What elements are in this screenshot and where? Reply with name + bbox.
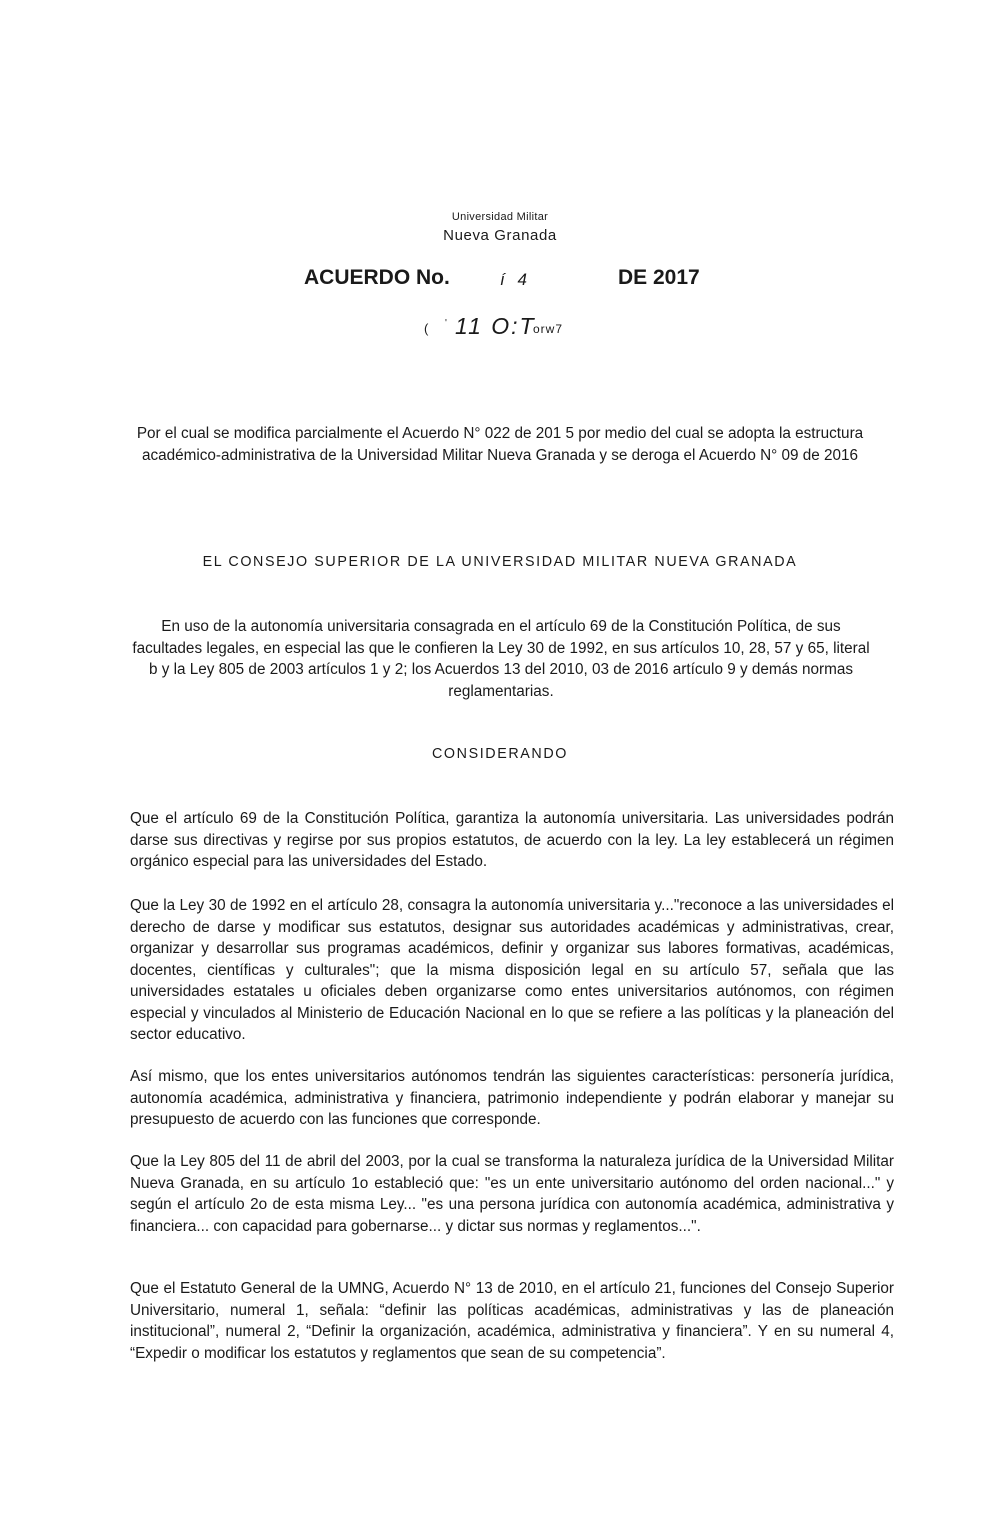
considerando-paragraph-4: Que la Ley 805 del 11 de abril del 2003, por la cual se transforma la naturaleza jurídica de la Universidad Militar Nueva Granada, en su artículo 1o estableció que: "es un ente universitario autónomo del orden nacional..." y según el artículo 2o de esta misma Ley... "es una persona jurídica con autonomía académica, administrativa y financiera... con capacidad para gobernarse... y dictar sus normas y reglamentos...". (130, 1153, 894, 1235)
date-stamp: 11 O:T (455, 313, 536, 339)
acuerdo-number: í 4 (500, 270, 531, 289)
authority-paragraph: En uso de la autonomía universitaria consagrada en el artículo 69 de la Constitución Política, de sus facultades legales, en especial las que le confieren la Ley 30 de 1992, en sus artículos 10, 28, 57 y 65, literal b y la Ley 805 de 2003 artículos 1 y 2; los Acuerdos 13 del 2010, 03 de 2016 artículo 9 y demás normas reglamentarias. (132, 618, 870, 700)
considerando-paragraph-3: Así mismo, que los entes universitarios autónomos tendrán las siguientes características: personería jurídica, autonomía académica, administrativa y financiera, patrimonio independiente y podrán elaborar y manejar su presupuesto de acuerdo con las funciones que corresponde. (130, 1068, 894, 1128)
acuerdo-subject: Por el cual se modifica parcialmente el Acuerdo N° 022 de 201 5 por medio del cual se adopta la estructura académico-administrativa de la Universidad Militar Nueva Granada y se deroga el Acuerdo N° 09 de 2016 (136, 425, 864, 464)
acuerdo-label: ACUERDO No. (304, 266, 450, 289)
date-stamp-tail: orw7 (533, 322, 564, 336)
acuerdo-year: DE 2017 (618, 266, 700, 289)
university-name-line1: Universidad Militar (451, 211, 549, 223)
considerando-paragraph-5: Que el Estatuto General de la UMNG, Acuerdo N° 13 de 2010, en el artículo 21, funciones del Consejo Superior Universitario, numeral 1, señala: “definir las políticas académicas, administrativas y las de planeación institucional”, numeral 2, “Definir la organización, académica, administrativa y financiera”. Y en su numeral 4, “Expedir o modificar los estatutos y reglamentos que sean de su competencia”. (130, 1280, 894, 1362)
university-name-line2: Nueva Granada (443, 227, 557, 244)
considerando-heading: CONSIDERANDO (432, 746, 568, 762)
date-tick-mark: ' (445, 318, 447, 329)
council-heading: EL CONSEJO SUPERIOR DE LA UNIVERSIDAD MILITAR NUEVA GRANADA (202, 554, 798, 570)
date-open-paren: ( (424, 321, 429, 336)
considerando-paragraph-2: Que la Ley 30 de 1992 en el artículo 28, consagra la autonomía universitaria y..."reconoce a las universidades el derecho de darse y modificar sus estatutos, designar sus autoridades académicas y administrativas, crear, organizar y desarrollar sus programas académicos, definir y organizar sus labores formativas, académicas, docentes, científicas y culturales"; que la misma disposición legal en su artículo 57, señala que las universidades estatales u oficiales deben organizarse como entes universitarios autónomos, con régimen especial y vinculados al Ministerio de Educación Nacional en lo que se refiere a las políticas y la planeación del sector educativo. (130, 897, 894, 1043)
considerando-paragraph-1: Que el artículo 69 de la Constitución Política, garantiza la autonomía universitaria. Las universidades podrán darse sus directivas y regirse por sus propios estatutos, de acuerdo con la ley. La ley establecerá un régimen orgánico especial para las universidades del Estado. (130, 810, 894, 870)
